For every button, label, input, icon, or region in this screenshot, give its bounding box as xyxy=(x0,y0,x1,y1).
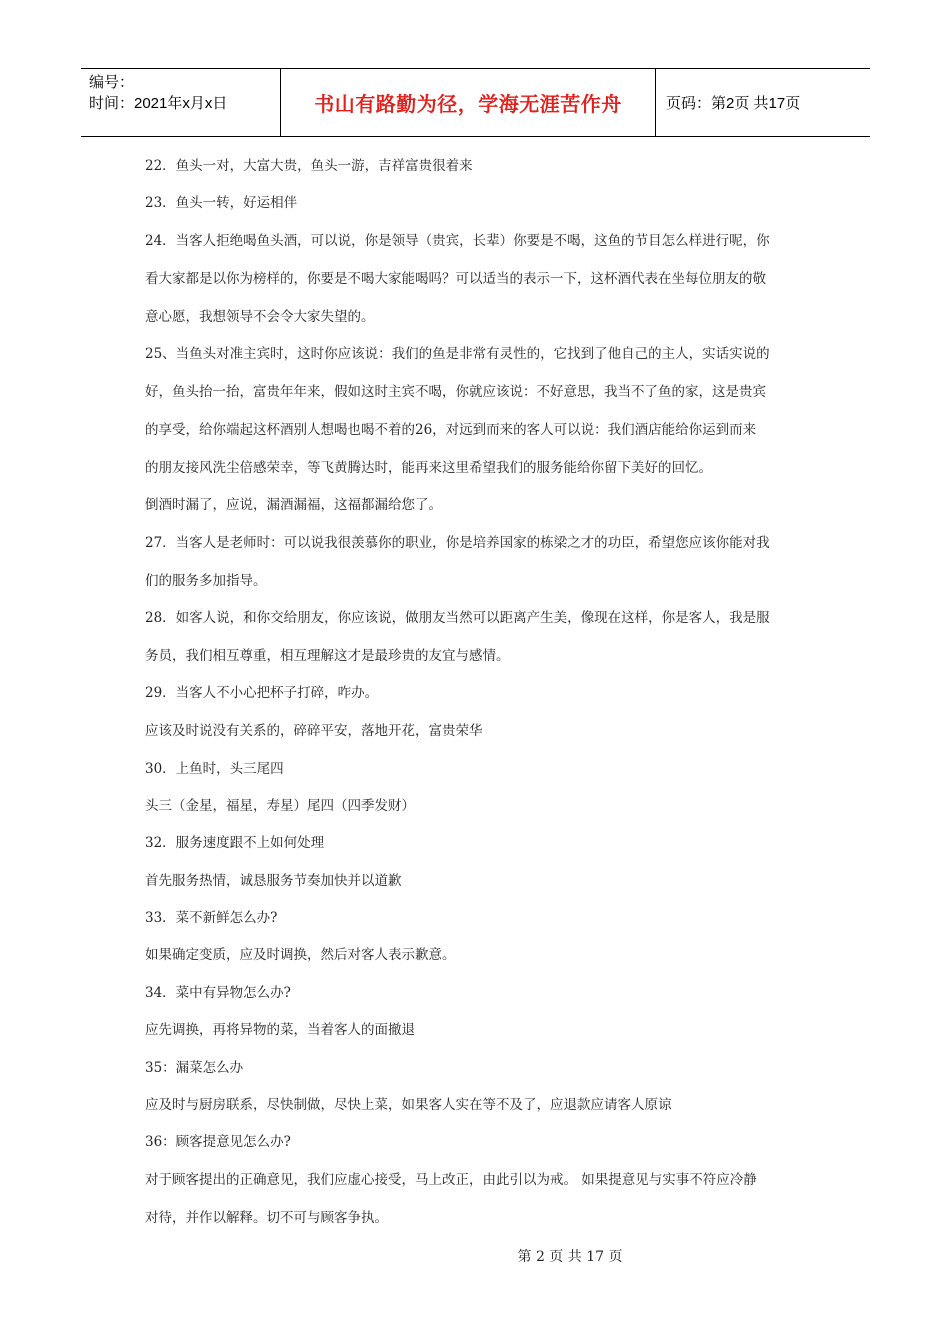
text-line: 应先调换，再将异物的菜，当着客人的面撤退 xyxy=(145,1022,415,1038)
text-line: 们的服务多加指导。 xyxy=(145,573,267,589)
text-line: 对待，并作以解释。切不可与顾客争执。 xyxy=(145,1210,388,1226)
text-line: 30．上鱼时，头三尾四 xyxy=(145,761,284,777)
text-line: 应及时与厨房联系，尽快制做，尽快上菜，如果客人实在等不及了，应退款应请客人原谅 xyxy=(145,1097,672,1113)
header-page-info: 页码：第2页 共17页 xyxy=(666,95,801,112)
text-line: 25、当鱼头对准主宾时，这时你应该说：我们的鱼是非常有灵性的，它找到了他自己的主人，实话实说的 xyxy=(145,346,770,362)
text-line: 28．如客人说，和你交给朋友，你应该说，做朋友当然可以距离产生美，像现在这样，你是客人，我是服 xyxy=(145,610,770,626)
text-line: 32．服务速度跟不上如何处理 xyxy=(145,835,325,851)
text-line: 务员，我们相互尊重，相互理解这才是最珍贵的友宜与感情。 xyxy=(145,648,510,664)
text-line: 29．当客人不小心把杯子打碎，咋办。 xyxy=(145,685,379,701)
text-line: 22．鱼头一对，大富大贵，鱼头一游，吉祥富贵很着来 xyxy=(145,158,473,174)
text-line: 34．菜中有异物怎么办? xyxy=(145,985,291,1001)
header-motto: 书山有路勤为径，学海无涯苦作舟 xyxy=(281,69,656,136)
page-footer: 第 2 页 共 17 页 xyxy=(517,1249,623,1265)
text-line: 33．菜不新鲜怎么办? xyxy=(145,910,278,926)
header-meta xyxy=(81,69,281,136)
text-line: 36：顾客提意见怎么办? xyxy=(145,1134,291,1150)
text-line: 对于顾客提出的正确意见，我们应虚心接受，马上改正，由此引以为戒。 如果提意见与实事不符应冷静 xyxy=(145,1172,757,1188)
text-line: 23．鱼头一转，好运相伴 xyxy=(145,195,298,211)
document-number-label: 编号： xyxy=(89,74,135,91)
text-line: 27．当客人是老师时：可以说我很羡慕你的职业，你是培养国家的栋梁之才的功臣，希望您应该你能对我 xyxy=(145,535,770,551)
text-line: 35：漏菜怎么办 xyxy=(145,1060,244,1076)
text-line: 应该及时说没有关系的，碎碎平安，落地开花，富贵荣华 xyxy=(145,723,483,739)
text-line: 倒酒时漏了，应说，漏酒漏福，这福都漏给您了。 xyxy=(145,497,442,513)
text-line: 的朋友接风洗尘倍感荣幸，等飞黄腾达时，能再来这里希望我们的服务能给你留下美好的回忆。 xyxy=(145,460,712,476)
text-line: 好，鱼头抬一抬，富贵年年来，假如这时主宾不喝，你就应该说：不好意思，我当不了鱼的家，这是贵宾 xyxy=(145,384,766,400)
text-line: 如果确定变质，应及时调换，然后对客人表示歉意。 xyxy=(145,947,456,963)
text-line: 24．当客人拒绝喝鱼头酒，可以说，你是领导（贵宾，长辈）你要是不喝，这鱼的节目怎么样进行呢，你 xyxy=(145,233,770,249)
page-header xyxy=(81,68,870,137)
text-line: 的享受，给你端起这杯酒别人想喝也喝不着的26，对远到而来的客人可以说：我们酒店能给你运到而来 xyxy=(145,422,757,438)
text-line: 头三（金星，福星，寿星）尾四（四季发财） xyxy=(145,798,415,814)
text-line: 首先服务热情，诚恳服务节奏加快并以道歉 xyxy=(145,873,402,889)
text-line: 看大家都是以你为榜样的，你要是不喝大家能喝吗？可以适当的表示一下，这杯酒代表在坐每位朋友的敬 xyxy=(145,271,766,287)
document-time-label: 时间：2021年x月x日 xyxy=(89,95,228,112)
text-line: 意心愿，我想领导不会令大家失望的。 xyxy=(145,309,375,325)
